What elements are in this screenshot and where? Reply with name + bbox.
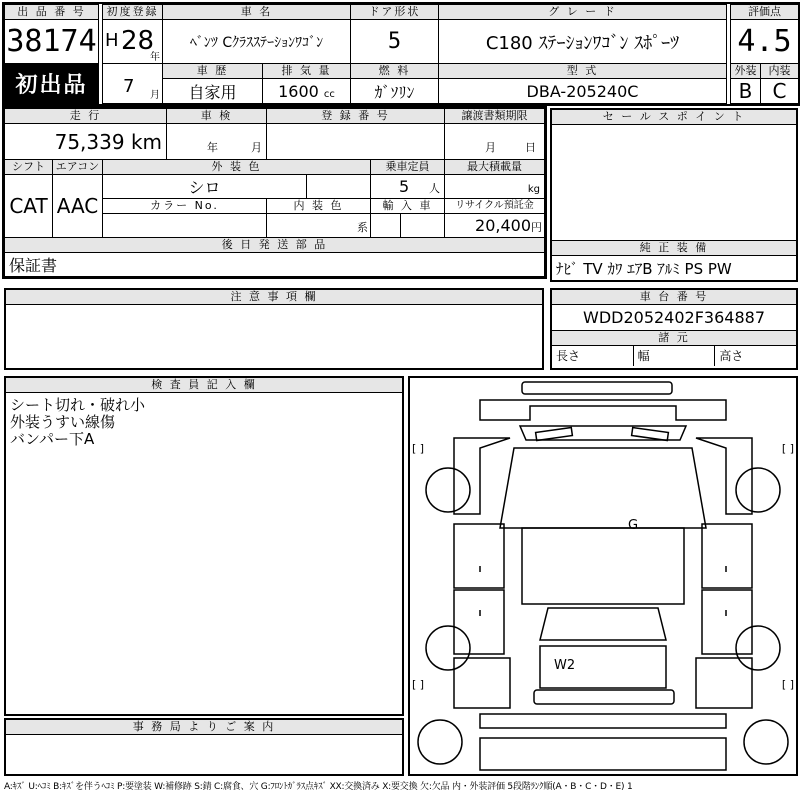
length-label: 長さ — [556, 349, 581, 363]
transfer-date — [445, 124, 545, 160]
fuel-label: 燃 料 — [351, 64, 439, 79]
transfer-month: 月 — [485, 141, 497, 154]
legend-footer: A:ｷｽﾞ U:ﾍｺﾐ B:ｷｽﾞを伴うﾍｺﾐ P:要塗装 W:補修跡 S:錆 C:腐食、穴 G:ﾌﾛﾝﾄｶﾞﾗｽ点ｷｽﾞ XX:交換済み X:要交換 欠:欠品 内・外装評価 5段階ﾗﾝｸ順(A・B・C・D・E) 1 — [4, 782, 633, 792]
width-cell — [634, 346, 716, 366]
colorno-label: カラー No. — [103, 199, 267, 214]
rear-bumper-shape — [534, 690, 674, 704]
score-label: 評価点 — [731, 5, 799, 20]
width-label: 幅 — [637, 349, 650, 363]
color-number — [103, 214, 267, 238]
car-diagram — [410, 378, 796, 774]
rear-step — [480, 714, 726, 728]
height-label: 高さ — [719, 349, 744, 363]
later-parts: 保証書 — [5, 253, 545, 277]
damage-mark-g: G — [628, 518, 639, 533]
aircon-label: エアコン — [53, 160, 103, 175]
import-label: 輸 入 車 — [371, 199, 445, 214]
office-label: 事 務 局 よ り ご 案 内 — [6, 720, 402, 735]
plate-label: 登 録 番 号 — [267, 109, 445, 124]
exterior-label: 外装 — [731, 64, 761, 79]
interior-label: 内装 — [761, 64, 799, 79]
spare-wheel-left — [418, 720, 462, 764]
remark-line: シート切れ・破れ小 — [10, 396, 146, 414]
remark-line: バンパー下A — [10, 430, 95, 448]
notes-label: 注 意 事 項 欄 — [6, 290, 542, 305]
headlight-right — [632, 428, 669, 441]
reg-month: 7 — [123, 76, 135, 97]
remark-line: 外装うすい線傷 — [10, 413, 116, 431]
chassis-label: 車 台 番 号 — [552, 290, 796, 305]
sales-point-label: セ ー ル ス ポ イ ン ト — [552, 110, 796, 125]
chassis-box — [550, 288, 798, 370]
bracket-right-bottom: [ ] — [781, 678, 794, 691]
color-spare — [307, 175, 371, 199]
grade-label: グ レ ー ド — [439, 5, 727, 20]
score — [731, 20, 799, 64]
import-a — [371, 214, 401, 238]
vehicle-info-table — [4, 108, 545, 277]
door-front-right — [702, 524, 752, 588]
inspector-label: 検 査 員 記 入 欄 — [6, 378, 402, 393]
car-diagram-box — [408, 376, 798, 776]
front-fender-right — [696, 438, 752, 514]
windshield — [500, 448, 706, 528]
fuel: ｶﾞｿﾘﾝ — [351, 79, 439, 104]
sales-point-box — [550, 108, 798, 282]
max-load — [445, 175, 545, 199]
roof — [522, 528, 684, 604]
exterior-color: シロ — [103, 175, 307, 199]
displacement-label: 排 気 量 — [263, 64, 351, 79]
history: 自家用 — [163, 79, 263, 104]
length-cell — [552, 346, 634, 366]
inspection-date — [167, 124, 267, 160]
door-label: ドア形状 — [351, 5, 439, 20]
year-unit: 年 — [150, 52, 160, 63]
front-hood-outline — [480, 400, 726, 420]
wheel-rear-left — [426, 626, 470, 670]
transfer-label: 譲渡書類期限 — [445, 109, 545, 124]
plate-number — [267, 124, 445, 160]
exterior-grade: B — [731, 79, 761, 104]
intcolor-label: 内 装 色 — [267, 199, 371, 214]
interior-grade: C — [761, 79, 799, 104]
transfer-day: 日 — [525, 141, 537, 154]
recycle-label: リサイクル預託金 — [445, 199, 545, 214]
sales-point-content — [552, 125, 796, 241]
km-unit: km — [130, 129, 163, 154]
door-type: 5 — [351, 20, 439, 64]
recycle-value: 20,400 — [475, 216, 532, 235]
capacity-label: 乗車定員 — [371, 160, 445, 175]
score-value: 4.5 — [737, 24, 792, 59]
inspection-label: 車 検 — [167, 109, 267, 124]
mileage — [5, 124, 167, 160]
intcolor-suffix: 系 — [357, 221, 369, 234]
headlight-left — [536, 428, 573, 441]
mileage-value: 75,339 — [54, 129, 125, 154]
spare-wheel-right — [744, 720, 788, 764]
displacement — [263, 79, 351, 104]
inspector-remarks — [6, 393, 402, 448]
insp-year-unit: 年 — [207, 141, 219, 154]
header-table — [4, 4, 799, 104]
bracket-right-top: [ ] — [781, 442, 794, 455]
dims-row — [552, 346, 796, 366]
person-unit: 人 — [429, 182, 441, 195]
shift-type: CAT — [5, 175, 53, 238]
displacement-value: 1600 — [278, 81, 319, 101]
dims-label: 諸 元 — [552, 331, 796, 346]
rear-window — [540, 608, 666, 640]
first-listing-badge: 初出品 — [5, 64, 99, 104]
lot-number: 38174 — [5, 20, 99, 64]
damage-mark-w2: W2 — [554, 658, 576, 673]
equipment-label: 純 正 装 備 — [552, 241, 796, 256]
mileage-label: 走 行 — [5, 109, 167, 124]
color-label: 外 装 色 — [103, 160, 371, 175]
hood-shape — [520, 426, 686, 440]
notes-box — [4, 288, 544, 370]
shift-label: シフト — [5, 160, 53, 175]
wheel-rear-right — [736, 626, 780, 670]
model-label: 型 式 — [439, 64, 727, 79]
height-cell — [715, 346, 796, 366]
office-box — [4, 718, 404, 776]
wheel-front-left — [426, 468, 470, 512]
car-name-label: 車 名 — [163, 5, 351, 20]
car-name: ﾍﾞﾝﾂ Cｸﾗｽｽﾃｰｼｮﾝﾜｺﾞﾝ — [163, 20, 351, 64]
import-b — [401, 214, 445, 238]
maxload-label: 最大積載量 — [445, 160, 545, 175]
reg-year: 28 — [121, 26, 155, 56]
model-code: DBA-205240C — [439, 79, 727, 104]
insp-month-unit: 月 — [251, 141, 263, 154]
era: H — [105, 30, 119, 51]
kg-unit: kg — [527, 184, 541, 195]
history-label: 車 歴 — [163, 64, 263, 79]
interior-color — [267, 214, 371, 238]
month-unit: 月 — [150, 90, 160, 101]
wheel-front-right — [736, 468, 780, 512]
bracket-left-bottom: [ ] — [412, 678, 425, 691]
inspector-box — [4, 376, 404, 716]
front-fender-left — [454, 438, 510, 514]
cc-unit: cc — [323, 88, 335, 100]
chassis-number: WDD2052402F364887 — [552, 305, 796, 331]
yen-unit: 円 — [531, 221, 543, 234]
door-rear-right — [702, 590, 752, 654]
capacity — [371, 175, 445, 199]
door-front-left — [454, 524, 504, 588]
aircon-type: AAC — [53, 175, 103, 238]
recycle-fee — [445, 214, 545, 238]
bottom-bracket — [480, 738, 726, 770]
reg-label: 初度登録 — [103, 5, 163, 20]
front-bumper-shape — [522, 382, 672, 394]
lot-no-label: 出 品 番 号 — [5, 5, 99, 20]
bracket-left-top: [ ] — [412, 442, 425, 455]
grade: C180 ｽﾃｰｼｮﾝﾜｺﾞﾝ ｽﾎﾟｰﾂ — [439, 20, 727, 64]
later-parts-label: 後 日 発 送 部 品 — [5, 238, 545, 253]
door-rear-left — [454, 590, 504, 654]
equipment: ﾅﾋﾞ TV ｶﾜ ｴｱB ｱﾙﾐ PS PW — [556, 260, 732, 278]
capacity-value: 5 — [399, 177, 410, 196]
